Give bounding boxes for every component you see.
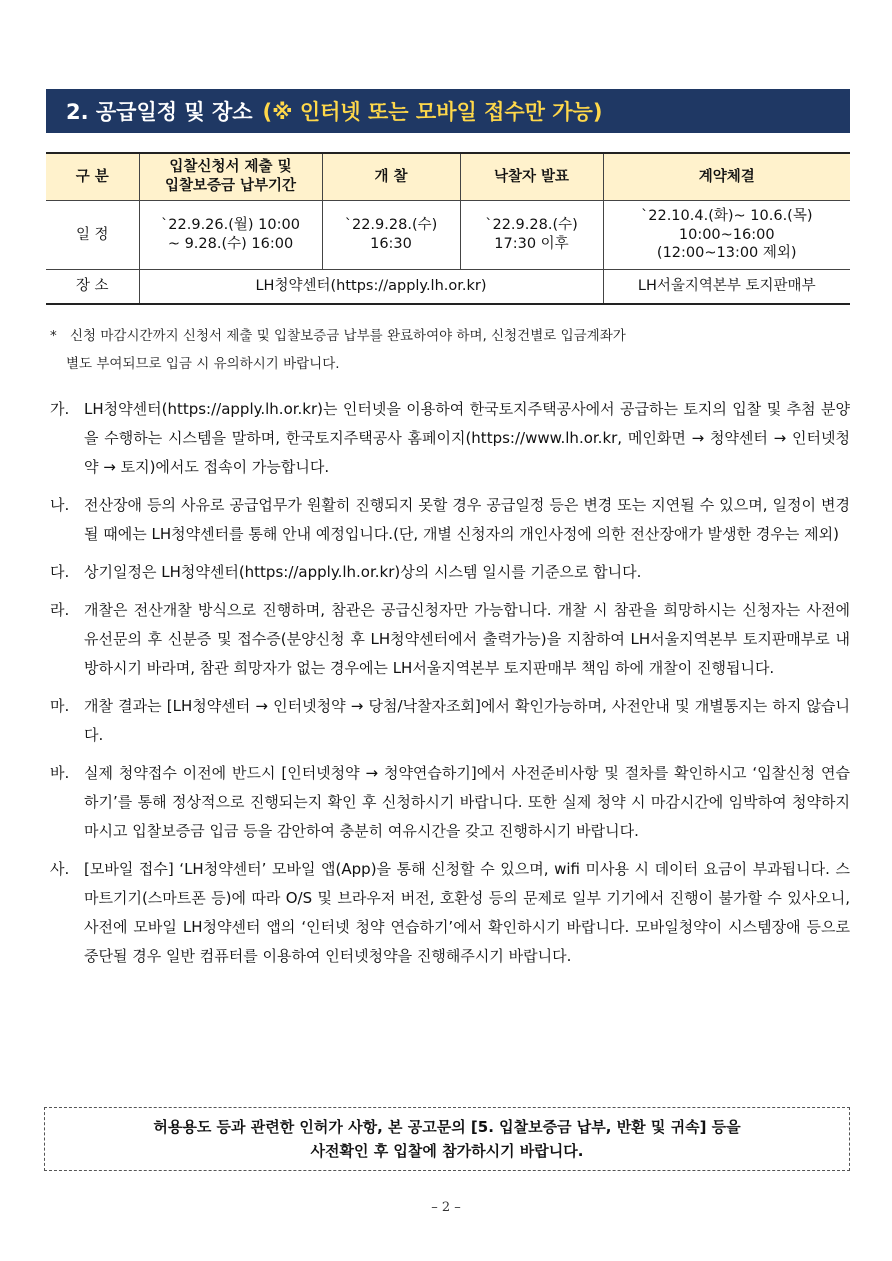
list-item-label: 바. <box>50 764 70 782</box>
schedule-table-header-row <box>46 153 850 201</box>
list-item-text: [모바일 접수] ‘LH청약센터’ 모바일 앱(App)을 통해 신청할 수 있으며, wifi 미사용 시 데이터 요금이 부과됩니다. 스마트기기(스마트폰 등)에 따라 O/S 및 브라우저 버전, 호환성 등의 문제로 일부 기기에서 진행이 불가할 수 있사오니, 사전에 모바일 LH청약센터 앱의 ‘인터넷 청약 연습하기’에서 확인하시기 바랍니다. 모바일청약이 시스템장애 등으로 중단될 경우 일반 컴퓨터를 이용하여 인터넷청약을 진행해주시기 바랍니다. <box>84 860 850 965</box>
list-item-label: 나. <box>50 496 70 514</box>
notice-line-2: 사전확인 후 입찰에 참가하시기 바랍니다. <box>310 1142 584 1160</box>
footnote <box>50 322 850 378</box>
place-office-cell: LH서울지역본부 토지판매부 <box>603 270 850 305</box>
section-title-bar <box>46 89 850 133</box>
list-item-label: 라. <box>50 601 70 619</box>
header-contract: 계약체결 <box>603 153 850 201</box>
list-item-label: 가. <box>50 400 70 418</box>
header-category: 구 분 <box>46 153 139 201</box>
section-title-note: (※ 인터넷 또는 모바일 접수만 가능) <box>262 100 603 124</box>
list-item-text: 전산장애 등의 사유로 공급업무가 원활히 진행되지 못할 경우 공급일정 등은 변경 또는 지연될 수 있으며, 일정이 변경될 때에는 LH청약센터를 통해 안내 예정입니다.(단, 개별 신청자의 개인사정에 의한 전산장애가 발생한 경우는 제외) <box>84 496 850 543</box>
notice-box <box>44 1107 850 1171</box>
schedule-row <box>46 201 850 270</box>
list-item <box>50 491 850 549</box>
list-item-text: 개찰 결과는 [LH청약센터 → 인터넷청약 → 당첨/낙찰자조회]에서 확인가능하며, 사전안내 및 개별통지는 하지 않습니다. <box>84 697 850 744</box>
notice-items-list <box>50 395 850 980</box>
list-item <box>50 558 850 587</box>
list-item-label: 다. <box>50 563 70 581</box>
schedule-opening-cell: `22.9.28.(수) 16:30 <box>322 201 460 270</box>
list-item <box>50 759 850 846</box>
place-online-cell: LH청약센터(https://apply.lh.or.kr) <box>139 270 603 305</box>
list-item-text: 실제 청약접수 이전에 반드시 [인터넷청약 → 청약연습하기]에서 사전준비사항 및 절차를 확인하시고 ‘입찰신청 연습하기’를 통해 정상적으로 진행되는지 확인 후 신청하시기 바랍니다. 또한 실제 청약 시 마감시간에 임박하여 청약하지 마시고 입찰보증금 입금 등을 감안하여 충분히 여유시간을 갖고 진행하시기 바랍니다. <box>84 764 850 840</box>
list-item-text: 개찰은 전산개찰 방식으로 진행하며, 참관은 공급신청자만 가능합니다. 개찰 시 참관을 희망하시는 신청자는 사전에 유선문의 후 신분증 및 접수증(분양신청 후 LH청약센터에서 출력가능)을 지참하여 LH서울지역본부 토지판매부로 내방하시기 바라며, 참관 희망자가 없는 경우에는 LH서울지역본부 토지판매부 책임 하에 개찰이 진행됩니다. <box>84 601 850 677</box>
notice-line-1: 허용용도 등과 관련한 인허가 사항, 본 공고문의 [5. 입찰보증금 납부, 반환 및 귀속] 등을 <box>153 1118 741 1136</box>
footnote-line-2: 별도 부여되므로 입금 시 유의하시기 바랍니다. <box>66 356 340 372</box>
footnote-mark: * <box>50 328 57 344</box>
schedule-announcement-cell: `22.9.28.(수) 17:30 이후 <box>460 201 603 270</box>
place-row-label: 장 소 <box>46 270 139 305</box>
list-item <box>50 855 850 971</box>
list-item-label: 마. <box>50 697 70 715</box>
schedule-row-label: 일 정 <box>46 201 139 270</box>
place-row <box>46 270 850 305</box>
section-title: 2. 공급일정 및 장소 <box>66 100 253 124</box>
list-item-text: 상기일정은 LH청약센터(https://apply.lh.or.kr)상의 시스템 일시를 기준으로 합니다. <box>84 563 642 581</box>
header-application-period: 입찰신청서 제출 및 입찰보증금 납부기간 <box>139 153 322 201</box>
header-opening: 개 찰 <box>322 153 460 201</box>
list-item <box>50 692 850 750</box>
schedule-contract-cell: `22.10.4.(화)~ 10.6.(목) 10:00~16:00 (12:00~13:00 제외) <box>603 201 850 270</box>
page-number: – 2 – <box>431 1200 461 1215</box>
footnote-line-1: 신청 마감시간까지 신청서 제출 및 입찰보증금 납부를 완료하여야 하며, 신청건별로 입금계좌가 <box>70 328 626 344</box>
header-announcement: 낙찰자 발표 <box>460 153 603 201</box>
list-item <box>50 395 850 482</box>
list-item-text: LH청약센터(https://apply.lh.or.kr)는 인터넷을 이용하여 한국토지주택공사에서 공급하는 토지의 입찰 및 추첨 분양을 수행하는 시스템을 말하며, 한국토지주택공사 홈페이지(https://www.lh.or.kr, 메인화면 → 청약센터 → 인터넷청약 → 토지)에서도 접속이 가능합니다. <box>84 400 850 476</box>
list-item <box>50 596 850 683</box>
schedule-table <box>46 152 850 305</box>
list-item-label: 사. <box>50 860 70 878</box>
schedule-application-cell: `22.9.26.(월) 10:00 ~ 9.28.(수) 16:00 <box>139 201 322 270</box>
